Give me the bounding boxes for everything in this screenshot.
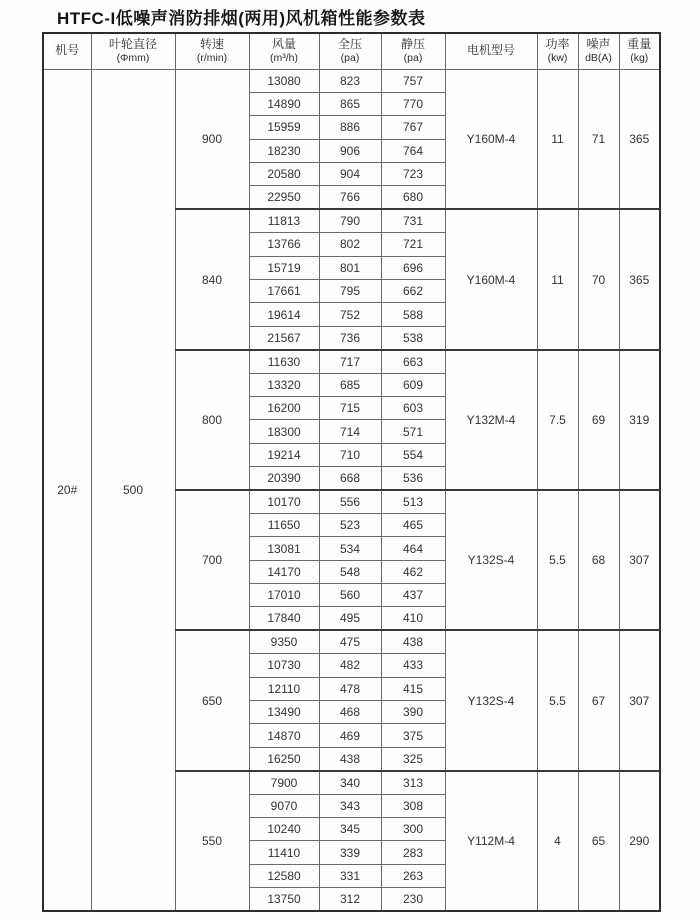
total-pressure-cell: 560	[319, 584, 381, 607]
static-pressure-cell: 680	[381, 186, 445, 209]
airflow-cell: 13490	[249, 701, 319, 724]
static-pressure-cell: 230	[381, 888, 445, 911]
total-pressure-cell: 495	[319, 607, 381, 630]
airflow-cell: 12580	[249, 864, 319, 887]
airflow-cell: 14870	[249, 724, 319, 747]
table-body	[43, 69, 660, 911]
motor-model-cell: Y132S-4	[445, 630, 537, 770]
airflow-cell: 13750	[249, 888, 319, 911]
static-pressure-cell: 538	[381, 326, 445, 349]
total-pressure-cell: 717	[319, 350, 381, 373]
static-pressure-cell: 410	[381, 607, 445, 630]
static-pressure-cell: 554	[381, 443, 445, 466]
static-pressure-cell: 325	[381, 747, 445, 770]
total-pressure-cell: 790	[319, 209, 381, 232]
total-pressure-cell: 468	[319, 701, 381, 724]
total-pressure-cell: 766	[319, 186, 381, 209]
airflow-cell: 7900	[249, 771, 319, 794]
airflow-cell: 18230	[249, 139, 319, 162]
speed-cell: 700	[175, 490, 249, 630]
speed-cell: 840	[175, 209, 249, 349]
total-pressure-cell: 736	[319, 326, 381, 349]
static-pressure-cell: 464	[381, 537, 445, 560]
static-pressure-cell: 415	[381, 677, 445, 700]
airflow-cell: 10170	[249, 490, 319, 513]
header-label: 机号	[55, 43, 80, 58]
col-header-impeller-diameter	[91, 33, 175, 69]
airflow-cell: 14170	[249, 560, 319, 583]
static-pressure-cell: 308	[381, 794, 445, 817]
static-pressure-cell: 757	[381, 69, 445, 92]
header-unit: dB(A)	[585, 52, 612, 65]
col-header-static-pressure	[381, 33, 445, 69]
total-pressure-cell: 714	[319, 420, 381, 443]
airflow-cell: 13080	[249, 69, 319, 92]
header-label: 静压	[400, 37, 425, 52]
total-pressure-cell: 340	[319, 771, 381, 794]
noise-cell: 70	[578, 209, 619, 349]
static-pressure-cell: 513	[381, 490, 445, 513]
airflow-cell: 13320	[249, 373, 319, 396]
total-pressure-cell: 548	[319, 560, 381, 583]
header-row	[43, 33, 660, 69]
header-label: 电机型号	[466, 43, 515, 58]
airflow-cell: 21567	[249, 326, 319, 349]
static-pressure-cell: 588	[381, 303, 445, 326]
col-header-machine-no	[43, 33, 91, 69]
speed-cell: 900	[175, 69, 249, 209]
table-row	[43, 69, 660, 92]
total-pressure-cell: 438	[319, 747, 381, 770]
total-pressure-cell: 685	[319, 373, 381, 396]
header-label: 噪声	[586, 37, 611, 52]
static-pressure-cell: 462	[381, 560, 445, 583]
machine-no-cell: 20#	[43, 69, 91, 911]
total-pressure-cell: 904	[319, 163, 381, 186]
speed-cell: 800	[175, 350, 249, 490]
header-unit: (pa)	[403, 52, 423, 65]
col-header-motor-model	[445, 33, 537, 69]
impeller-diameter-cell: 500	[91, 69, 175, 911]
total-pressure-cell: 668	[319, 467, 381, 490]
total-pressure-cell: 886	[319, 116, 381, 139]
col-header-airflow	[249, 33, 319, 69]
static-pressure-cell: 770	[381, 92, 445, 115]
total-pressure-cell: 331	[319, 864, 381, 887]
total-pressure-cell: 534	[319, 537, 381, 560]
airflow-cell: 16250	[249, 747, 319, 770]
total-pressure-cell: 715	[319, 396, 381, 419]
header-unit: (Φmm)	[116, 52, 150, 65]
airflow-cell: 11410	[249, 841, 319, 864]
noise-cell: 71	[578, 69, 619, 209]
page-title: HTFC-I低噪声消防排烟(两用)风机箱性能参数表	[57, 9, 426, 28]
total-pressure-cell: 556	[319, 490, 381, 513]
total-pressure-cell: 339	[319, 841, 381, 864]
static-pressure-cell: 764	[381, 139, 445, 162]
header-label: 风量	[271, 37, 296, 52]
motor-model-cell: Y112M-4	[445, 771, 537, 911]
weight-cell: 365	[619, 69, 660, 209]
airflow-cell: 10730	[249, 654, 319, 677]
header-unit: (m³/h)	[270, 52, 298, 65]
static-pressure-cell: 437	[381, 584, 445, 607]
power-cell: 5.5	[537, 630, 578, 770]
header-unit: (kw)	[547, 52, 568, 65]
airflow-cell: 15719	[249, 256, 319, 279]
total-pressure-cell: 801	[319, 256, 381, 279]
total-pressure-cell: 865	[319, 92, 381, 115]
airflow-cell: 19214	[249, 443, 319, 466]
total-pressure-cell: 312	[319, 888, 381, 911]
power-cell: 7.5	[537, 350, 578, 490]
noise-cell: 67	[578, 630, 619, 770]
power-cell: 11	[537, 69, 578, 209]
motor-model-cell: Y132M-4	[445, 350, 537, 490]
total-pressure-cell: 802	[319, 233, 381, 256]
static-pressure-cell: 696	[381, 256, 445, 279]
static-pressure-cell: 438	[381, 630, 445, 653]
airflow-cell: 16200	[249, 396, 319, 419]
airflow-cell: 19614	[249, 303, 319, 326]
col-header-weight	[619, 33, 660, 69]
static-pressure-cell: 662	[381, 280, 445, 303]
col-header-total-pressure	[319, 33, 381, 69]
noise-cell: 69	[578, 350, 619, 490]
static-pressure-cell: 283	[381, 841, 445, 864]
static-pressure-cell: 390	[381, 701, 445, 724]
static-pressure-cell: 723	[381, 163, 445, 186]
motor-model-cell: Y132S-4	[445, 490, 537, 630]
noise-cell: 68	[578, 490, 619, 630]
power-cell: 4	[537, 771, 578, 911]
total-pressure-cell: 345	[319, 818, 381, 841]
header-label: 功率	[545, 37, 570, 52]
col-header-noise	[578, 33, 619, 69]
header-unit: (pa)	[340, 52, 360, 65]
header-unit: (kg)	[630, 52, 649, 65]
total-pressure-cell: 906	[319, 139, 381, 162]
static-pressure-cell: 767	[381, 116, 445, 139]
static-pressure-cell: 433	[381, 654, 445, 677]
static-pressure-cell: 465	[381, 513, 445, 536]
airflow-cell: 22950	[249, 186, 319, 209]
total-pressure-cell: 523	[319, 513, 381, 536]
weight-cell: 307	[619, 630, 660, 770]
header-label: 转速	[199, 37, 224, 52]
col-header-power	[537, 33, 578, 69]
static-pressure-cell: 571	[381, 420, 445, 443]
weight-cell: 307	[619, 490, 660, 630]
airflow-cell: 11630	[249, 350, 319, 373]
static-pressure-cell: 375	[381, 724, 445, 747]
header-label: 叶轮直径	[108, 37, 157, 52]
fan-performance-table	[42, 32, 661, 912]
static-pressure-cell: 300	[381, 818, 445, 841]
static-pressure-cell: 609	[381, 373, 445, 396]
static-pressure-cell: 663	[381, 350, 445, 373]
airflow-cell: 9350	[249, 630, 319, 653]
static-pressure-cell: 603	[381, 396, 445, 419]
col-header-speed	[175, 33, 249, 69]
speed-cell: 550	[175, 771, 249, 911]
header-label: 重量	[627, 37, 652, 52]
airflow-cell: 11650	[249, 513, 319, 536]
airflow-cell: 12110	[249, 677, 319, 700]
static-pressure-cell: 263	[381, 864, 445, 887]
total-pressure-cell: 478	[319, 677, 381, 700]
table-header	[43, 33, 660, 69]
power-cell: 11	[537, 209, 578, 349]
weight-cell: 365	[619, 209, 660, 349]
airflow-cell: 15959	[249, 116, 319, 139]
airflow-cell: 11813	[249, 209, 319, 232]
total-pressure-cell: 752	[319, 303, 381, 326]
airflow-cell: 20390	[249, 467, 319, 490]
speed-cell: 650	[175, 630, 249, 770]
static-pressure-cell: 536	[381, 467, 445, 490]
airflow-cell: 17010	[249, 584, 319, 607]
header-label: 全压	[337, 37, 362, 52]
header-unit: (r/min)	[196, 52, 228, 65]
motor-model-cell: Y160M-4	[445, 209, 537, 349]
total-pressure-cell: 710	[319, 443, 381, 466]
airflow-cell: 18300	[249, 420, 319, 443]
noise-cell: 65	[578, 771, 619, 911]
airflow-cell: 13766	[249, 233, 319, 256]
airflow-cell: 10240	[249, 818, 319, 841]
weight-cell: 290	[619, 771, 660, 911]
total-pressure-cell: 482	[319, 654, 381, 677]
airflow-cell: 14890	[249, 92, 319, 115]
static-pressure-cell: 313	[381, 771, 445, 794]
total-pressure-cell: 795	[319, 280, 381, 303]
static-pressure-cell: 721	[381, 233, 445, 256]
airflow-cell: 17840	[249, 607, 319, 630]
total-pressure-cell: 343	[319, 794, 381, 817]
weight-cell: 319	[619, 350, 660, 490]
total-pressure-cell: 469	[319, 724, 381, 747]
airflow-cell: 17661	[249, 280, 319, 303]
total-pressure-cell: 823	[319, 69, 381, 92]
airflow-cell: 9070	[249, 794, 319, 817]
static-pressure-cell: 731	[381, 209, 445, 232]
total-pressure-cell: 475	[319, 630, 381, 653]
motor-model-cell: Y160M-4	[445, 69, 537, 209]
airflow-cell: 13081	[249, 537, 319, 560]
airflow-cell: 20580	[249, 163, 319, 186]
power-cell: 5.5	[537, 490, 578, 630]
